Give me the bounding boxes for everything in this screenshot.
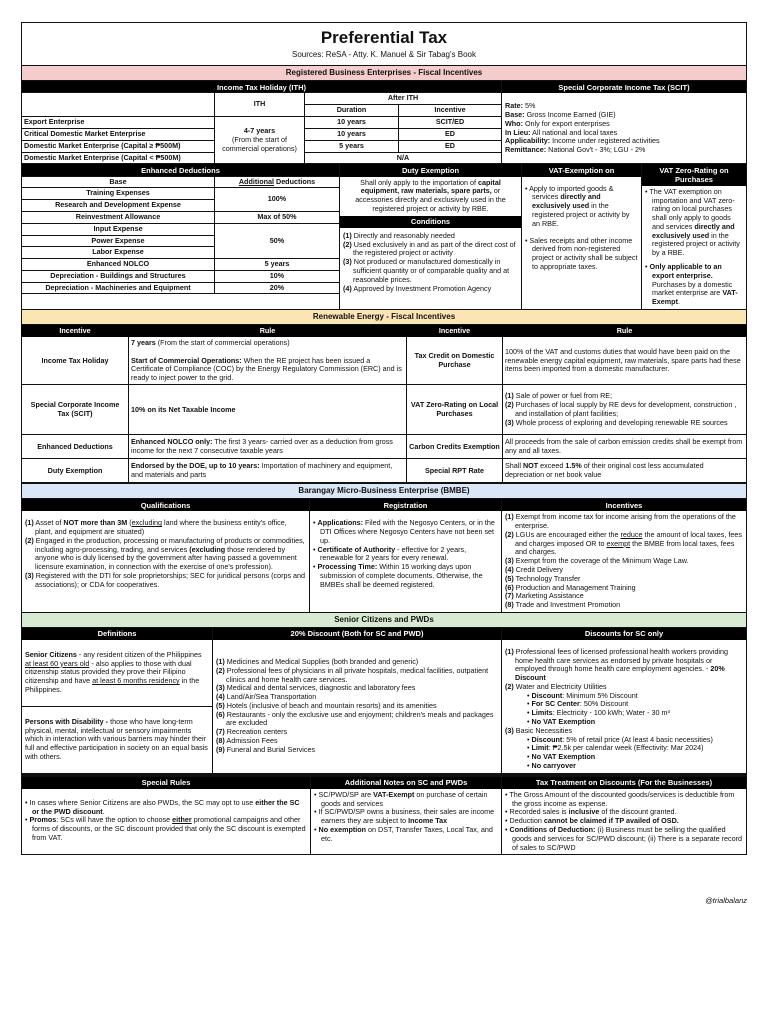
re-tcdp-label: Tax Credit on Domestic Purchase [407, 337, 503, 385]
scit-panel [502, 81, 746, 163]
scit-who: Only for export enterprises [524, 118, 610, 128]
list-item: (6) Production and Management Training [505, 582, 636, 592]
re-scit-label: Special Corporate Income Tax (SCIT) [22, 385, 129, 435]
ed-row-value: 50% [215, 223, 340, 258]
additional-notes-header: Additional Notes on SC and PWDs [311, 777, 501, 789]
re-head-rule-2: Rule [503, 325, 747, 337]
list-item: • Deduction cannot be claimed if TP availed of OSD. [505, 817, 743, 826]
scit-base: Gross Income Earned (GIE) [526, 110, 616, 120]
list-item: • Conditions of Deduction: (i) Business must be selling the qualified goods and services for SC/PWD discount; (ii) There is a separate record of sales to SC/PWD [505, 826, 743, 852]
re-cce-rule: All proceeds from the sale of carbon emission credits shall be exempt from any and all taxes. [503, 435, 747, 459]
ith-row-label: Domestic Market Enterprise (Capital ≥ ₱500M) [22, 140, 215, 152]
ith-row-duration: 10 years [305, 117, 399, 129]
list-item: (1) Exempt from income tax for income arising from the operations of the enterprise. [505, 512, 736, 531]
re-tcdp-rule: 100% of the VAT and customs duties that would have been paid on the renewable energy capital equipment, raw materials, spare parts had these items been imported from a domestic manufacturer. [503, 337, 747, 385]
list-item: (4) Credit Delivery [505, 565, 563, 574]
ith-row-duration: 5 years [305, 140, 399, 152]
re-rpt-label: Special RPT Rate [407, 459, 503, 483]
section-band-re: Renewable Energy - Fiscal Incentives [22, 310, 746, 325]
list-item: • The VAT exemption on importation and VAT zero-rating on local purchases shall only apply to goods and services directly and exclusively used in the registered project or activity by a RBE. [645, 188, 743, 258]
list-item: (3) Medical and dental services, diagnostic and laboratory fees [216, 683, 416, 693]
list-item: (1) Asset of NOT more than 3M (excluding land where the business entity's office, plant, and equipment are situated) [25, 518, 287, 537]
list-item: (1) Directly and reasonably needed [343, 230, 455, 240]
list-item: (2) Professional fees of physicians in all private hospitals, medical facilities, outpatient clinics and home health care services. [216, 665, 489, 684]
list-item: (5) Hotels (inclusive of beach and mountain resorts) and its amenities [216, 700, 437, 710]
list-item: • Only applicable to an export enterprise. Purchases by a domestic market enterprise are VAT-Exempt. [645, 263, 743, 307]
after-ith-head: After ITH [305, 93, 502, 105]
sc-only-header: Discounts for SC only [502, 628, 746, 640]
bmbe-reg-panel [310, 499, 502, 612]
ed-add-head: Additional Deductions [215, 176, 340, 188]
list-item: • Limits: Electricity - 100 kWh; Water - 30 m³ [527, 709, 743, 718]
list-item: (7) Recreation centers [216, 727, 288, 737]
scit-lieu-key: In Lieu: [505, 127, 531, 137]
list-item: (9) Funeral and Burial Services [216, 744, 316, 754]
special-rules-list [22, 789, 310, 845]
list-item: • Promos: SCs will have the option to choose either promotional campaigns and other forms of discounts, or the SC discount provided that only the SC discount is exempted from VAT. [25, 816, 307, 842]
list-item: • Sales receipts and other income derived from non-registered project or activity shall be subject to appropriate taxes. [525, 237, 638, 272]
bmbe-inc-panel [502, 499, 746, 612]
scit-header: Special Corporate Income Tax (SCIT) [502, 81, 746, 93]
scit-who-key: Who: [505, 118, 523, 128]
ith-row-duration: 10 years [305, 129, 399, 141]
ed-row-label: Labor Expense [22, 247, 215, 259]
ed-row-label: Depreciation - Buildings and Structures [22, 270, 215, 282]
scit-rem-key: Remittance: [505, 145, 547, 155]
sc-only-panel [502, 628, 746, 773]
ith-header: Income Tax Holiday (ITH) [22, 81, 501, 93]
list-item: • Discount: Minimum 5% Discount [527, 692, 743, 701]
ith-col-head: ITH [215, 93, 305, 117]
section-band-bmbe: Barangay Micro-Business Enterprise (BMBE) [22, 483, 746, 499]
re-vzr-rule: (1) Sale of power or fuel from RE; (2) Purchases of local supply by RE devs for development, construction , and installation of plant facilities; (3) Whole process of exploring and developing renewable RE sources [503, 385, 747, 435]
rbe-top-row [22, 81, 746, 164]
duty-exemption-panel [340, 164, 522, 308]
list-item: • In cases where Senior Citizens are also PWDs, the SC may opt to use either the SC or the PWD discount. [25, 799, 307, 817]
bmbe-qual-header: Qualifications [22, 499, 309, 511]
scit-app-key: Applicability: [505, 136, 551, 146]
vat-exemption-header: VAT-Exemption on [522, 164, 641, 176]
list-item: • The Gross Amount of the discounted goods/services is deductible from the gross income as expense. [505, 791, 743, 809]
ith-row-label: Critical Domestic Market Enterprise [22, 129, 215, 141]
tax-treatment-panel [502, 777, 746, 855]
re-scit-rule: 10% on its Net Taxable Income [129, 385, 407, 435]
list-item: (3) Exempt from the coverage of the Minimum Wage Law. [505, 556, 689, 566]
incentive-head: Incentive [399, 105, 502, 117]
sc-20-panel [213, 628, 502, 773]
section-band-rbe: Registered Business Enterprises - Fiscal Incentives [22, 66, 746, 81]
bmbe-reg-list [310, 511, 501, 591]
list-item: • For SC Center: 50% Discount [527, 700, 743, 709]
ith-corner [22, 93, 215, 117]
ed-row-value: 100% [215, 188, 340, 212]
ed-row-label: Input Expense [22, 223, 215, 235]
list-item: • Limit: ₱2.5k per calendar week (Effectivity: Mar 2024) [527, 744, 743, 753]
list-item: (4) Approved by Investment Promotion Agency [343, 283, 492, 293]
ith-years-note: (From the start of commercial operations) [222, 135, 297, 153]
list-item: • No VAT Exemption [527, 753, 743, 762]
ith-row-label: Export Enterprise [22, 117, 215, 129]
ith-row-label: Domestic Market Enterprise (Capital < ₱500M) [22, 152, 215, 164]
re-ith-label: Income Tax Holiday [22, 337, 129, 385]
enhanced-deductions-panel [22, 164, 340, 308]
list-item: • No carryover [527, 762, 743, 771]
list-item: • No exemption on DST, Transfer Taxes, Local Tax, and etc. [314, 826, 498, 844]
duty-header: Duty Exemption [340, 164, 521, 176]
ith-table [21, 92, 502, 164]
list-item: • Processing Time: Within 15 working days upon submission of complete documents. Otherwise, the BMBEs shall be deemed registered. [313, 563, 498, 589]
list-item: • Discount: 5% of retail price (At least 4 basic necessities) [527, 736, 743, 745]
re-head-incentive: Incentive [22, 325, 129, 337]
list-item: (3) Basic Necessities • Discount: 5% of retail price (At least 4 basic necessities) • Limit: ₱2.5k per calendar week (Effectivity: Mar 2024) • No VAT Exemption • No carryover [505, 727, 743, 771]
scit-base-key: Base: [505, 110, 525, 120]
scit-applicability: Income under registered activities [552, 136, 660, 146]
tax-treatment-list [502, 789, 746, 854]
list-item: (8) Trade and Investment Promotion [505, 600, 621, 610]
additional-notes-panel [311, 777, 502, 855]
list-item: (4) Land/Air/Sea Transportation [216, 692, 317, 702]
ed-row-value: 10% [215, 270, 340, 282]
conditions-list [340, 228, 521, 295]
list-item: (6) Restaurants - only the exclusive use and enjoyment; children's meals and packages are excluded [216, 709, 494, 728]
vat-zero-rating-header: VAT Zero-Rating on Purchases [642, 164, 746, 185]
scit-remittance: National Gov't - 3%; LGU - 2% [548, 145, 646, 155]
ith-years-cell [215, 117, 305, 164]
re-vzr-label: VAT Zero-Rating on Local Purchases [407, 385, 503, 435]
list-item: (2) LGUs are encouraged either the reduce the amount of local taxes, fees and charges imposed OR to exempt the BMBE from local taxes, fees and charges. [505, 529, 742, 557]
vat-zero-rating-list [642, 186, 746, 309]
list-item: • If SC/PWD/SP owns a business, their sales are income earners they are subject to Income Tax [314, 808, 498, 826]
ith-row-incentive: SCIT/ED [399, 117, 502, 129]
ed-row-value: 5 years [215, 259, 340, 271]
header [22, 23, 746, 66]
list-item: (2) Engaged in the production, processing or manufacturing of products or commodities, including agro-processing, trading, and services (excluding those rendered by anyone who is duly licensed by the government after having passed a government licensure examination, in connection with the exercise of one's profession). [25, 535, 305, 572]
sc-def-senior: Senior Citizens - any resident citizen of the Philippines at least 60 years old - also applies to those with dual citizenship status provided they prove their Filipino citizenship and have at least 6 months residency in the Philippines. [22, 640, 212, 707]
sources-line: Sources: ReSA - Atty. K. Manuel & Sir Tabag's Book [292, 49, 476, 59]
rbe-bottom-row [22, 164, 746, 309]
tax-treatment-header: Tax Treatment on Discounts (For the Businesses) [502, 777, 746, 789]
special-rules-panel [22, 777, 311, 855]
ed-row-value: Max of 50% [215, 211, 340, 223]
ith-row-incentive: ED [399, 129, 502, 141]
ith-row-incentive: N/A [305, 152, 502, 164]
re-ith-rule: 7 years (From the start of commercial operations) Start of Commercial Operations: When the RE project has been issued a Certificate of Compliance (COC) by the Energy Regulatory Commission (ERC) and is ready to inject power to the grid. [129, 337, 407, 385]
page-title: Preferential Tax [320, 28, 448, 47]
list-item: • No VAT Exemption [527, 718, 743, 727]
bmbe-inc-list [502, 511, 746, 612]
ith-row-incentive: ED [399, 140, 502, 152]
cheat-sheet [21, 22, 747, 855]
bmbe-reg-header: Registration [310, 499, 501, 511]
scit-lieu: All national and local taxes [532, 127, 618, 137]
re-cce-label: Carbon Credits Exemption [407, 435, 503, 459]
ith-years: 4-7 years [243, 126, 276, 136]
re-head-incentive-2: Incentive [407, 325, 503, 337]
bmbe-qual-list [22, 511, 309, 591]
scit-body [502, 93, 746, 157]
ed-base-head: Base [22, 176, 215, 188]
scit-rate-key: Rate: [505, 101, 523, 111]
ed-row-label: Enhanced NOLCO [22, 259, 215, 271]
ed-row-label: Training Expenses [22, 188, 215, 200]
scit-rate: 5% [524, 101, 536, 111]
re-ed-label: Enhanced Deductions [22, 435, 129, 459]
re-rpt-rule: Shall NOT exceed 1.5% of their original cost less accumulated depreciation or net book value [503, 459, 747, 483]
duty-text: Shall only apply to the importation of capital equipment, raw materials, spare parts, or accessories directly and exclusively used in the registered project or activity by RBE. [355, 177, 506, 213]
sc-def-panel [22, 628, 213, 773]
re-table [21, 325, 747, 484]
list-item: (3) Not produced or manufactured domestically in sufficient quantity or of comparable quality and at reasonable prices. [343, 257, 510, 284]
footer-handle: @trialbalanz [705, 896, 747, 905]
list-item: (8) Admission Fees [216, 736, 278, 745]
ed-row-value: 20% [215, 282, 340, 294]
ed-table [21, 176, 340, 295]
vat-zero-rating-panel [642, 164, 746, 308]
list-item: • Recorded sales is inclusive of the discount granted. [505, 808, 743, 817]
sc-only-list [502, 640, 746, 773]
sc-20-list [213, 640, 501, 773]
ed-row-label: Power Expense [22, 235, 215, 247]
vat-exemption-list [522, 177, 641, 274]
re-de-label: Duty Exemption [22, 459, 129, 483]
list-item: • Applications: Filed with the Negosyo Centers, or in the DTI Offices where Negosyo Centers have not been set up. [313, 519, 498, 545]
list-item: • Apply to imported goods & services directly and exclusively used in the registered project or activity by an RBE. [525, 185, 638, 229]
list-item: (1) Medicines and Medical Supplies (both branded and generic) [216, 656, 419, 666]
conditions-header: Conditions [340, 216, 521, 228]
bmbe-row [22, 499, 746, 613]
ed-row-label: Depreciation - Machineries and Equipment [22, 282, 215, 294]
re-de-rule: Endorsed by the DOE, up to 10 years: Importation of machinery and equipment, and materials and parts [129, 459, 407, 483]
sc-def-header: Definitions [22, 628, 212, 640]
re-ed-rule: Enhanced NOLCO only: The first 3 years- carried over as a deduction from gross income for the next 7 consecutive taxable years [129, 435, 407, 459]
bmbe-inc-header: Incentives [502, 499, 746, 511]
list-item: (3) Registered with the DTI for sole proprietorships; SEC for juridical persons (corps and associations); or CDA for cooperatives. [25, 571, 306, 589]
ed-header: Enhanced Deductions [22, 164, 339, 176]
list-item: (5) Technology Transfer [505, 573, 581, 583]
list-item: (1) Professional fees of licensed professional health workers providing home health care services as endorsed by private hospitals or employed through home health care employment agencies. - 20% Discount [505, 646, 728, 683]
special-rules-header: Special Rules [22, 777, 310, 789]
re-head-rule: Rule [129, 325, 407, 337]
ith-panel [22, 81, 502, 163]
sc-def-pwd: Persons with Disability - those who have long-term physical, mental, intellectual or sensory impairments which in interaction with various barriers may hinder their full and effective participation in society on an equal basis with others. [25, 716, 208, 761]
list-item: (2) Water and Electricity Utilities • Discount: Minimum 5% Discount • For SC Center: 50% Discount • Limits: Electricity - 100 kWh; Water - 30 m³ • No VAT Exemption [505, 683, 743, 727]
ed-row-label: Reinvestment Allowance [22, 211, 215, 223]
sc-bottom-row [22, 774, 746, 855]
list-item: (7) Marketing Assistance [505, 591, 584, 601]
vat-exemption-panel [522, 164, 642, 308]
list-item: • SC/PWD/SP are VAT-Exempt on purchase of certain goods and services [314, 791, 498, 809]
list-item: • Certificate of Authority - effective for 2 years, renewable for 2 years for every renewal. [313, 546, 498, 564]
list-item: (2) Used exclusively in and as part of the direct cost of the registered project or activity [343, 239, 516, 258]
duration-head: Duration [305, 105, 399, 117]
sc-20-header: 20% Discount (Both for SC and PWD) [213, 628, 501, 640]
additional-notes-list [311, 789, 501, 846]
ed-row-label: Research and Development Expense [22, 200, 215, 212]
bmbe-qual-panel [22, 499, 310, 612]
section-band-sc: Senior Citizens and PWDs [22, 613, 746, 628]
sc-row [22, 628, 746, 774]
